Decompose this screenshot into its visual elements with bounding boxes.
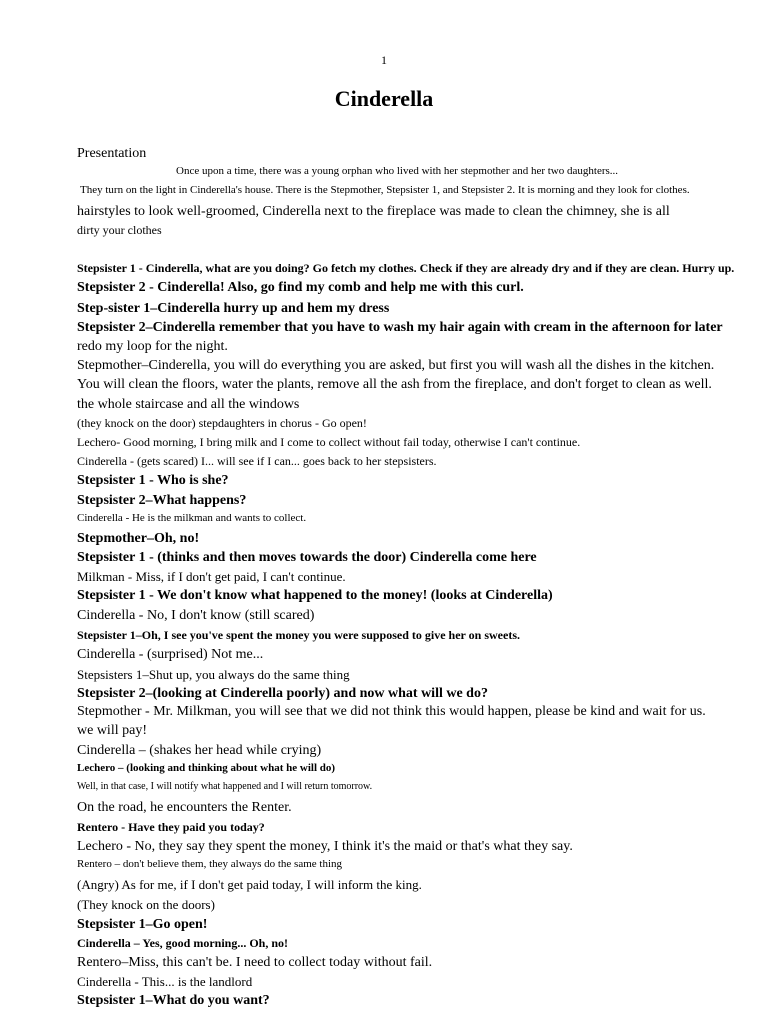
dialogue-line: the whole staircase and all the windows <box>77 397 300 412</box>
dialogue-line: Stepsister 2–(looking at Cinderella poorly) and now what will we do? <box>77 686 488 701</box>
dialogue-line: Stepmother–Cinderella, you will do everything you are asked, but first you will wash all the dishes in the kitchen. <box>77 358 715 373</box>
dialogue-line: Stepsister 1 - Cinderella, what are you doing? Go fetch my clothes. Check if they are already dry and if they are clean. Hurry up. <box>77 261 735 275</box>
text-line: Once upon a time, there was a young orphan who lived with her stepmother and her two daughters... <box>176 165 619 177</box>
dialogue-line: (Angry) As for me, if I don't get paid today, I will inform the king. <box>77 877 422 892</box>
dialogue-line: Lechero – (looking and thinking about what he will do) <box>77 762 336 774</box>
dialogue-line: we will pay! <box>77 723 147 738</box>
dialogue-line: Stepsister 1 - (thinks and then moves towards the door) Cinderella come here <box>77 550 537 565</box>
dialogue-line: Stepsister 1 - Who is she? <box>77 473 229 488</box>
dialogue-line: Stepsister 1–Oh, I see you've spent the money you were supposed to give her on sweets. <box>77 628 520 642</box>
dialogue-line: Stepmother–Oh, no! <box>77 531 200 546</box>
dialogue-line: Stepsister 2–What happens? <box>77 493 247 508</box>
dialogue-line: Rentero - Have they paid you today? <box>77 820 265 834</box>
dialogue-line: (they knock on the door) stepdaughters in chorus - Go open! <box>77 416 367 430</box>
dialogue-line: Lechero- Good morning, I bring milk and I come to collect without fail today, otherwise I can't continue. <box>77 435 581 449</box>
dialogue-line: Well, in that case, I will notify what happened and I will return tomorrow. <box>77 781 373 792</box>
dialogue-line: Cinderella – (shakes her head while crying) <box>77 743 322 758</box>
dialogue-line: Cinderella – Yes, good morning... Oh, no! <box>77 936 289 950</box>
dialogue-line: Lechero - No, they say they spent the money, I think it's the maid or that's what they say. <box>77 839 573 854</box>
dialogue-line: Cinderella - No, I don't know (still scared) <box>77 608 315 623</box>
dialogue-line: Stepsister 2–Cinderella remember that you have to wash my hair again with cream in the afternoon for later <box>77 320 723 335</box>
dialogue-line: Stepsister 1–What do you want? <box>77 993 270 1008</box>
dialogue-line: Milkman - Miss, if I don't get paid, I can't continue. <box>77 569 346 584</box>
dialogue-line: Cinderella - (surprised) Not me... <box>77 647 264 662</box>
section-heading: Presentation <box>77 146 147 161</box>
text-line: dirty your clothes <box>77 223 162 237</box>
dialogue-line: Cinderella - He is the milkman and wants to collect. <box>77 512 307 524</box>
text-line: hairstyles to look well-groomed, Cinderella next to the fireplace was made to clean the chimney, she is all <box>77 204 670 219</box>
page-number: 1 <box>381 53 387 67</box>
dialogue-line: On the road, he encounters the Renter. <box>77 800 292 815</box>
dialogue-line: Rentero–Miss, this can't be. I need to collect today without fail. <box>77 955 433 970</box>
dialogue-line: Stepsister 1 - We don't know what happened to the money! (looks at Cinderella) <box>77 588 553 603</box>
dialogue-line: Stepsisters 1–Shut up, you always do the same thing <box>77 667 350 682</box>
dialogue-line: You will clean the floors, water the plants, remove all the ash from the fireplace, and don't forget to clean as well. <box>77 377 712 392</box>
dialogue-line: Cinderella - (gets scared) I... will see if I can... goes back to her stepsisters. <box>77 454 437 468</box>
text-line: They turn on the light in Cinderella's house. There is the Stepmother, Stepsister 1, and Stepsister 2. It is morning and they look for clothes. <box>80 184 690 196</box>
dialogue-line: Stepsister 1–Go open! <box>77 917 208 932</box>
dialogue-line: Cinderella - This... is the landlord <box>77 974 253 989</box>
dialogue-line: Step-sister 1–Cinderella hurry up and hem my dress <box>77 301 390 316</box>
dialogue-line: Stepsister 2 - Cinderella! Also, go find my comb and help me with this curl. <box>77 280 524 295</box>
document-title: Cinderella <box>334 86 434 111</box>
dialogue-line: redo my loop for the night. <box>77 339 228 354</box>
dialogue-line: (They knock on the doors) <box>77 897 215 912</box>
dialogue-line: Rentero – don't believe them, they always do the same thing <box>77 858 342 870</box>
dialogue-line: Stepmother - Mr. Milkman, you will see that we did not think this would happen, please be kind and wait for us. <box>77 704 706 719</box>
